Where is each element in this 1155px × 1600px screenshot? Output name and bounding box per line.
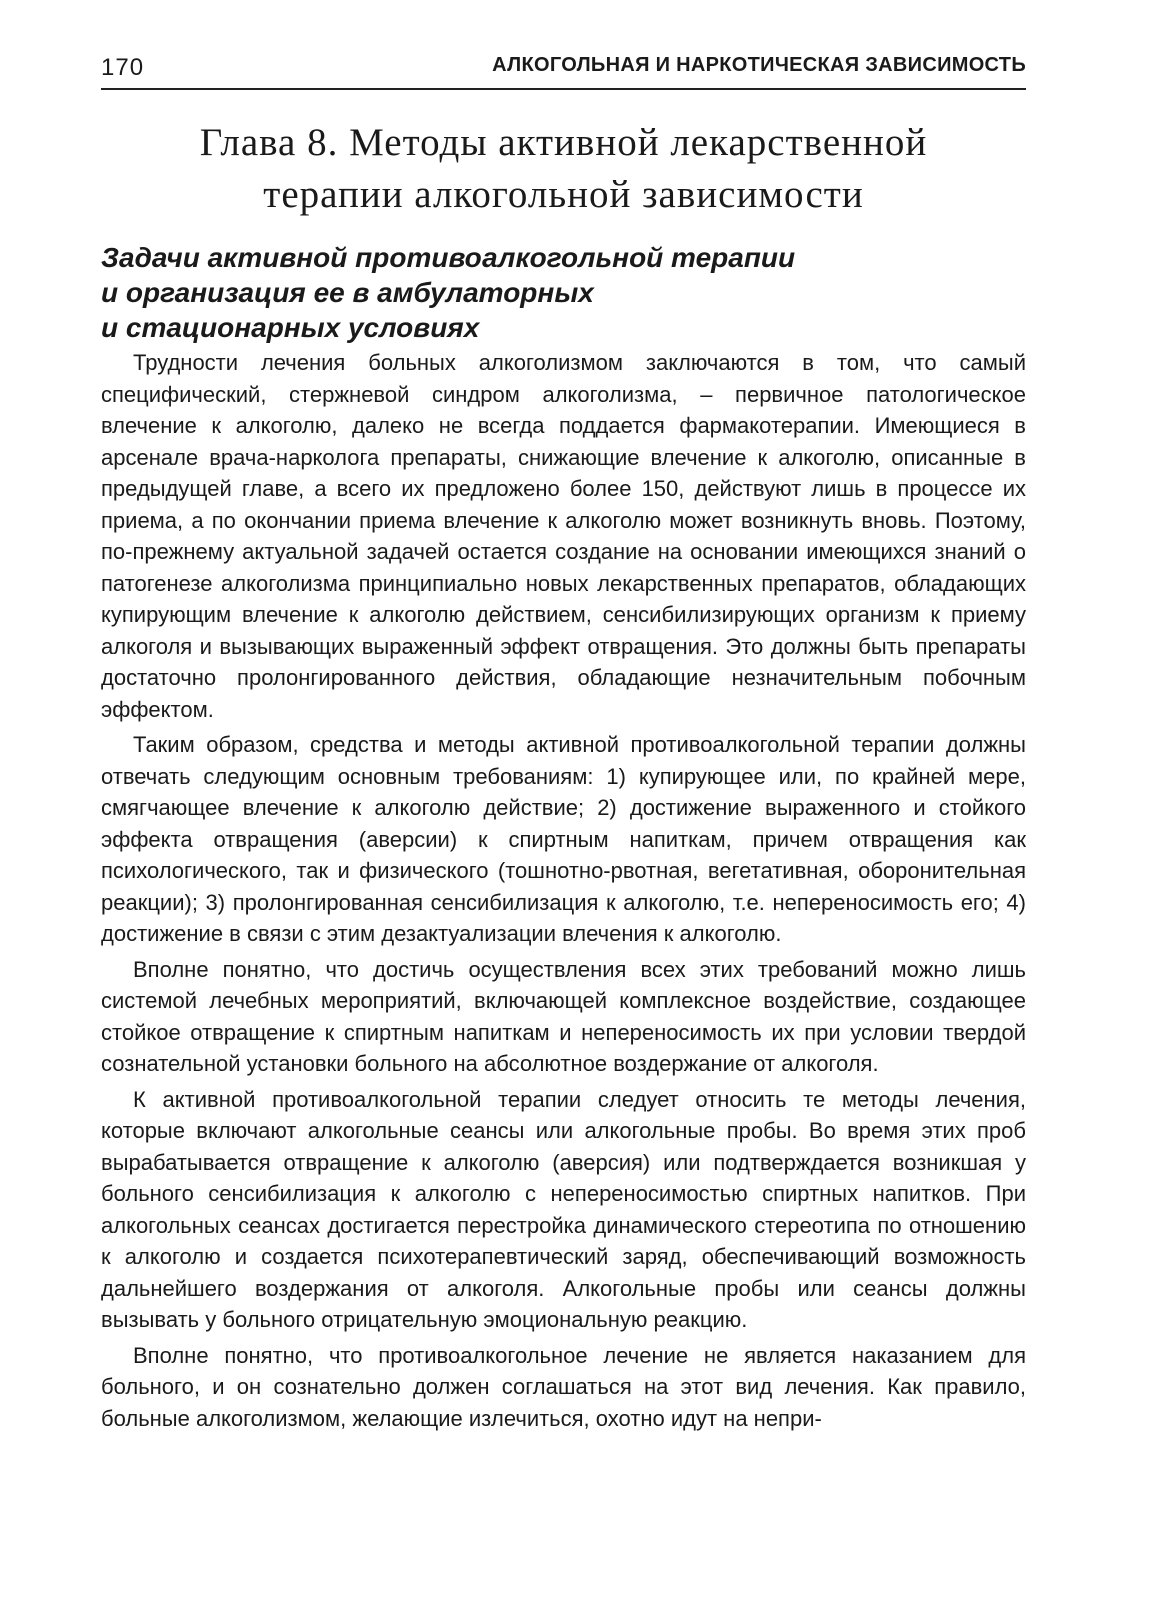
section-heading-line-2: и организация ее в амбулаторных — [101, 277, 594, 308]
paragraph-5: Вполне понятно, что противоалкогольное лечение не является наказанием для больного, и он сознательно должен соглашаться на этот вид лечения. Как правило, больные алкоголизмом, желающие излечиться, охотно идут на непри- — [101, 1342, 1026, 1431]
body-text — [101, 347, 1026, 1438]
running-title: АЛКОГОЛЬНАЯ И НАРКОТИЧЕСКАЯ ЗАВИСИМОСТЬ — [492, 54, 1026, 76]
paragraph-1: Трудности лечения больных алкоголизмом заключаются в том, что самый специфический, стержневой синдром алкоголизма, – первичное патологическое влечение к алкоголю, далеко не всегда поддается фармакотерапии. Имеющиеся в арсенале врача-нарколога препараты, снижающие влечение к алкоголю, описанные в предыдущей главе, а всего их предложено более 150, действуют лишь в процессе их приема, а по окончании приема влечение к алкоголю может возникнуть вновь. Поэтому, по-прежнему актуальной задачей остается создание на основании имеющихся знаний о патогенезе алкоголизма принципиально новых лекарственных препаратов, обладающих купирующим влечение к алкоголю действием, сенсибилизирующих организм к приему алкоголя и вызывающих выраженный эффект отвращения. Это должны быть препараты достаточно пролонгированного действия, обладающие незначительным побочным эффектом. — [101, 350, 1026, 722]
book-page — [101, 0, 1026, 1600]
chapter-title — [101, 117, 1026, 221]
section-heading-line-1: Задачи активной противоалкогольной терапии — [101, 242, 796, 273]
chapter-title-line-1: Глава 8. Методы активной лекарственной — [199, 121, 928, 164]
paragraph-3: Вполне понятно, что достичь осуществления всех этих требований можно лишь системой лечебных мероприятий, включающей комплексное воздействие, создающее стойкое отвращение к спиртным напиткам и непереносимость их при условии твердой сознательной установки больного на абсолютное воздержание от алкоголя. — [101, 956, 1026, 1076]
section-heading-line-3: и стационарных условиях — [101, 312, 480, 343]
paragraph-2: Таким образом, средства и методы активной противоалкогольной терапии должны отвечать следующим основным требованиям: 1) купирующее или, по крайней мере, смягчающее влечение к алкоголю действие; 2) достижение выраженного и стойкого эффекта отвращения (аверсии) к спиртным напиткам, причем отвращения как психологического, так и физического (тошнотно-рвотная, вегетативная, оборонительная реакции); 3) пролонгированная сенсибилизация к алкоголю, т.е. непереносимость его; 4) достижение в связи с этим дезактуализации влечения к алкоголю. — [101, 732, 1026, 946]
page-number: 170 — [101, 54, 145, 81]
paragraph-4: К активной противоалкогольной терапии следует относить те методы лечения, которые включают алкогольные сеансы или алкогольные пробы. Во время этих проб вырабатывается отвращение к алкоголю (аверсия) или подтверждается возникшая у больного сенсибилизация к алкоголю с непереносимостью спиртных напитков. При алкогольных сеансах достигается перестройка динамического стереотипа по отношению к алкоголю и создается психотерапевтический заряд, обеспечивающий возможность дальнейшего воздержания от алкоголя. Алкогольные пробы или сеансы должны вызывать у больного отрицательную эмоциональную реакцию. — [101, 1086, 1026, 1332]
chapter-title-line-2: терапии алкогольной зависимости — [263, 173, 864, 216]
running-header — [101, 44, 1026, 90]
section-heading — [101, 240, 1026, 345]
